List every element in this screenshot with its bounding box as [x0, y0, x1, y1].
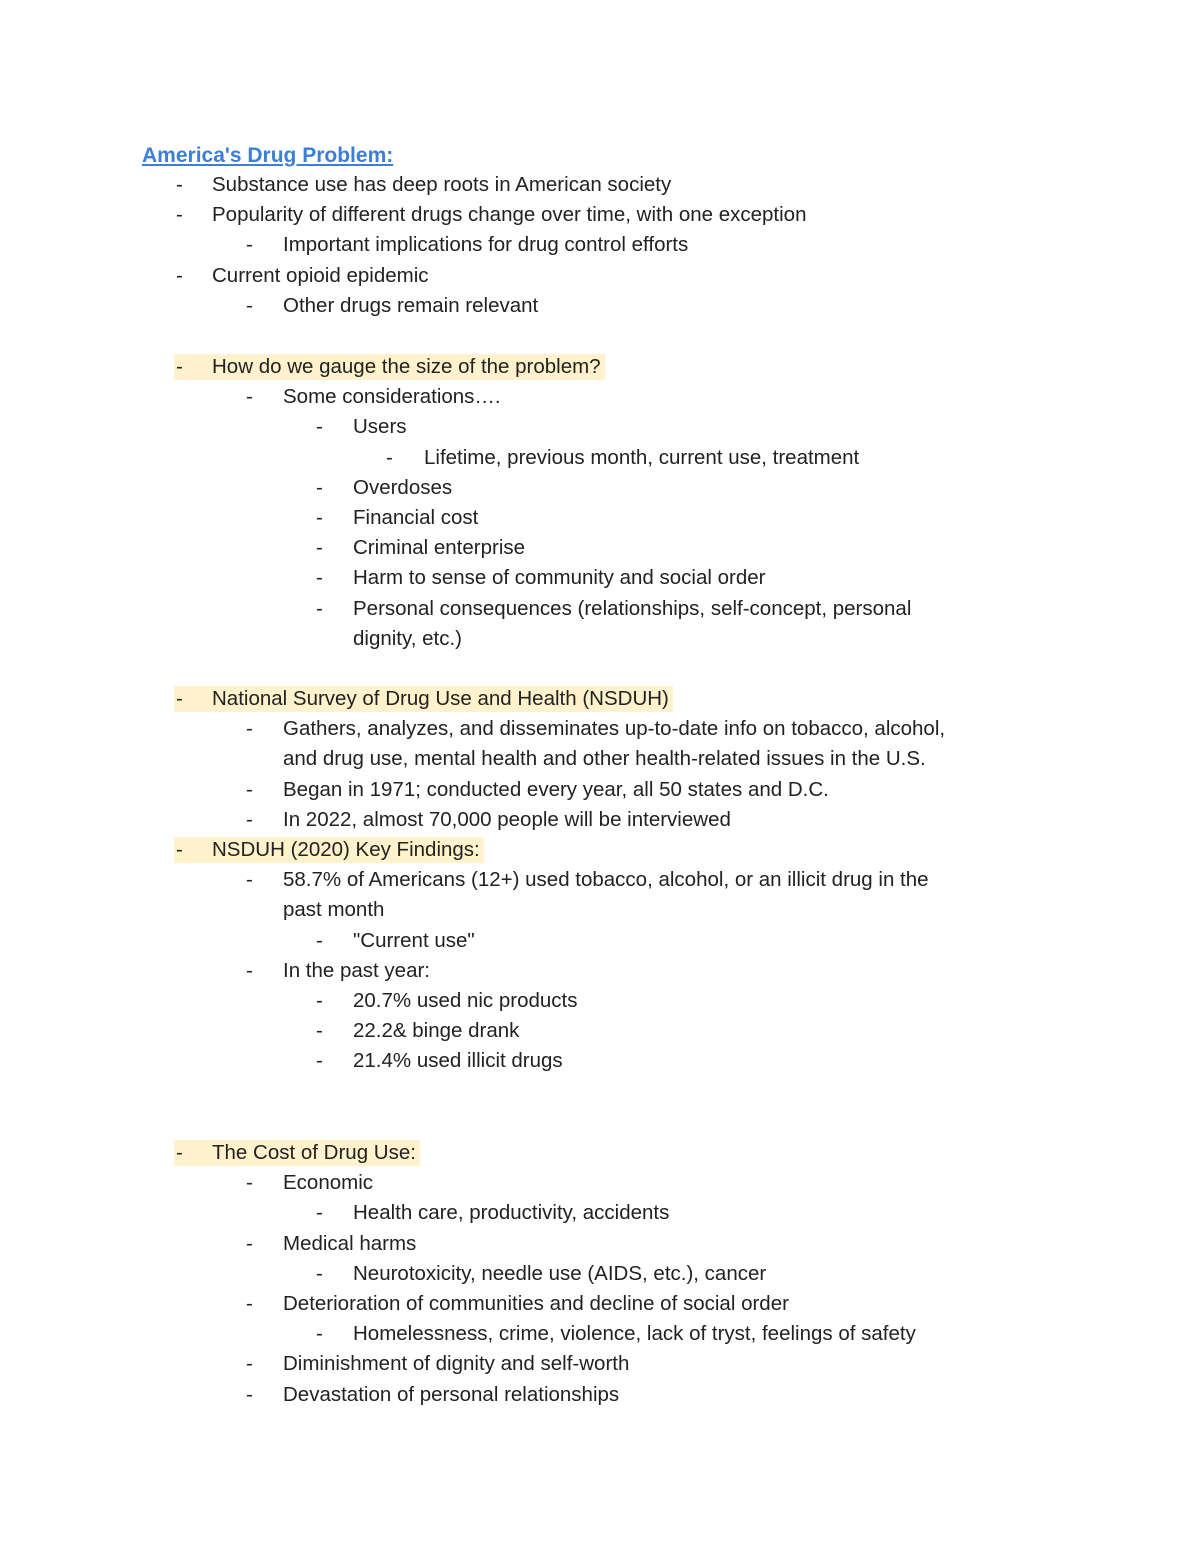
outline-item-level-1: How do we gauge the size of the problem? — [212, 355, 601, 378]
outline-item-level-3: Overdoses — [353, 475, 453, 499]
outline-item-level-3: "Current use" — [353, 928, 475, 952]
bullet-dash: - — [316, 475, 323, 499]
bullet-dash: - — [246, 1382, 253, 1406]
outline-item-level-2: Devastation of personal relationships — [283, 1382, 620, 1406]
outline-item-level-1: Substance use has deep roots in American society — [212, 173, 672, 196]
bullet-dash: - — [316, 566, 323, 590]
outline-item-level-3: Users — [353, 415, 407, 439]
outline-item-level-1: NSDUH (2020) Key Findings: — [212, 838, 480, 861]
bullet-dash: - — [316, 596, 323, 620]
outline-item-continuation: and drug use, mental health and other health-related issues in the U.S. — [283, 747, 926, 771]
outline-item-level-2: Began in 1971; conducted every year, all 50 states and D.C. — [283, 777, 829, 801]
bullet-dash: - — [176, 173, 183, 196]
bullet-dash: - — [176, 355, 183, 378]
bullet-dash: - — [246, 1171, 253, 1195]
bullet-dash: - — [176, 838, 183, 861]
outline-item-level-3: 20.7% used nic products — [353, 989, 578, 1012]
outline-item-level-2: Gathers, analyzes, and disseminates up-to-date info on tobacco, alcohol, — [283, 717, 946, 741]
bullet-dash: - — [246, 807, 253, 831]
outline-item-level-1: Popularity of different drugs change over time, with one exception — [212, 203, 807, 227]
bullet-dash: - — [246, 1352, 253, 1376]
outline-item-level-2: Deterioration of communities and decline of social order — [283, 1292, 789, 1315]
outline-item-level-3: Neurotoxicity, needle use (AIDS, etc.), cancer — [353, 1261, 767, 1285]
outline-item-level-2: Diminishment of dignity and self-worth — [283, 1352, 630, 1376]
document-heading: America's Drug Problem: — [142, 144, 394, 167]
bullet-dash: - — [316, 1201, 323, 1225]
bullet-dash: - — [176, 203, 183, 227]
outline-item-level-2: In 2022, almost 70,000 people will be interviewed — [283, 807, 731, 831]
bullet-dash: - — [176, 1141, 183, 1164]
outline-item-level-3: Homelessness, crime, violence, lack of tryst, feelings of safety — [353, 1322, 916, 1346]
outline-item-level-2: In the past year: — [283, 958, 431, 982]
outline-item-level-2: Important implications for drug control efforts — [283, 233, 689, 257]
outline-item-level-1: Current opioid epidemic — [212, 263, 429, 287]
bullet-dash: - — [246, 1231, 253, 1255]
outline-item-level-2: Economic — [283, 1171, 374, 1195]
bullet-dash: - — [316, 415, 323, 439]
bullet-dash: - — [316, 989, 323, 1012]
bullet-dash: - — [246, 777, 253, 801]
outline-item-level-2: 58.7% of Americans (12+) used tobacco, alcohol, or an illicit drug in the — [283, 868, 929, 892]
outline-item-level-2: Medical harms — [283, 1231, 417, 1255]
bullet-dash: - — [246, 233, 253, 257]
bullet-dash: - — [246, 958, 253, 982]
outline-item-level-2: Other drugs remain relevant — [283, 293, 539, 317]
bullet-dash: - — [176, 687, 183, 710]
outline-item-continuation: dignity, etc.) — [353, 626, 462, 650]
bullet-dash: - — [316, 536, 323, 560]
bullet-dash: - — [386, 445, 393, 469]
outline-item-level-3: Health care, productivity, accidents — [353, 1201, 670, 1225]
outline-item-level-3: 21.4% used illicit drugs — [353, 1049, 563, 1073]
outline-item-level-2: Some considerations…. — [283, 385, 501, 409]
outline-item-level-3: Criminal enterprise — [353, 536, 526, 560]
bullet-dash: - — [176, 263, 183, 287]
bullet-dash: - — [316, 1019, 323, 1043]
outline-item-level-1: The Cost of Drug Use: — [212, 1141, 416, 1164]
outline-item-level-3: Financial cost — [353, 506, 479, 529]
bullet-dash: - — [316, 506, 323, 529]
bullet-dash: - — [316, 1261, 323, 1285]
bullet-dash: - — [246, 293, 253, 317]
bullet-dash: - — [316, 928, 323, 952]
outline-item-level-3: Personal consequences (relationships, self-concept, personal — [353, 596, 912, 620]
bullet-dash: - — [316, 1322, 323, 1346]
bullet-dash: - — [246, 717, 253, 741]
outline-item-level-1: National Survey of Drug Use and Health (NSDUH) — [212, 687, 669, 710]
outline-item-level-3: Harm to sense of community and social order — [353, 566, 766, 590]
bullet-dash: - — [246, 868, 253, 892]
bullet-dash: - — [246, 1292, 253, 1315]
outline-item-level-4: Lifetime, previous month, current use, treatment — [424, 445, 860, 469]
outline-item-continuation: past month — [283, 898, 385, 922]
bullet-dash: - — [316, 1049, 323, 1073]
bullet-dash: - — [246, 385, 253, 409]
outline-item-level-3: 22.2& binge drank — [353, 1019, 520, 1043]
